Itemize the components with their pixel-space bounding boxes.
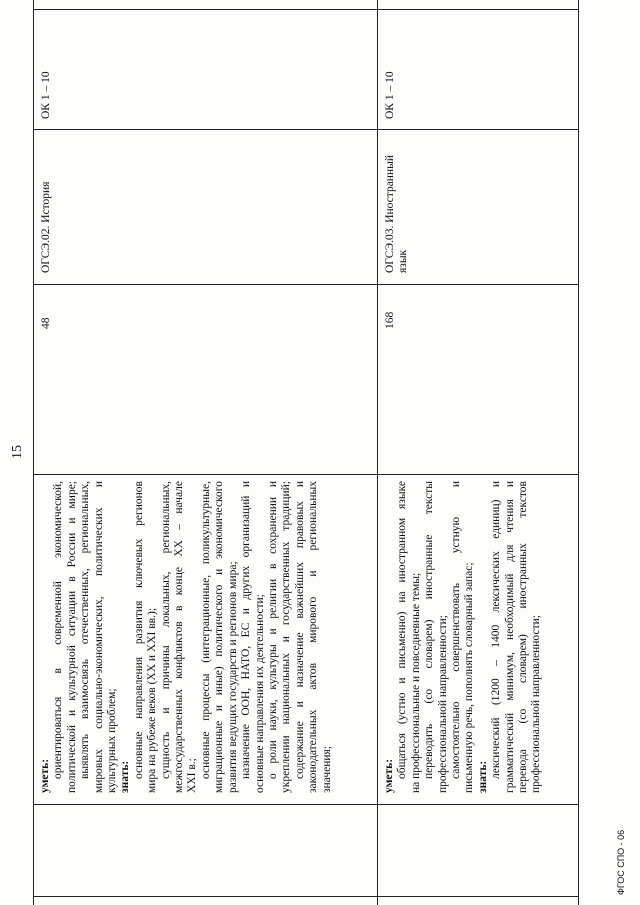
text-line: назначение ООН, НАТО, ЕС и других организаций и: [240, 481, 253, 779]
column-border: [33, 129, 578, 130]
text-line: перевода (со словарем) иностранных текстов: [517, 481, 530, 793]
text-line: письменную речь, пополнять словарный запас;: [463, 562, 476, 793]
text-line: мировых социально-экономических, политических и: [92, 481, 105, 793]
text-line: ориентироваться в современной экономической,: [52, 481, 65, 779]
row-language-hours: 168: [384, 311, 396, 329]
text-line: укреплении национальных и государственных традиций;: [280, 481, 293, 793]
text-line: лексический (1200 – 1400 лексических единиц) и: [490, 481, 503, 779]
section-heading: знать:: [119, 760, 132, 793]
column-border: [33, 284, 578, 285]
column-border: [33, 804, 578, 805]
column-border: [33, 896, 578, 897]
text-line: о роли науки, культуры и религии в сохранении и: [266, 481, 279, 779]
text-line: основные процессы (интеграционные, поликультурные,: [199, 481, 212, 779]
text-line: выявлять взаимосвязь отечественных, региональных,: [79, 481, 92, 779]
row-language-content: [383, 481, 544, 793]
table-border-top: [33, 0, 34, 905]
text-line: миграционные и иные) политического и экономического: [213, 481, 226, 793]
text-line: переводить (со словарем) иностранные тексты: [423, 481, 436, 779]
column-border: [33, 9, 578, 10]
row-separator: [377, 0, 378, 905]
text-line: профессиональной направленности;: [436, 615, 449, 793]
footer-code: ФГОС СПО - 06: [616, 829, 626, 895]
row-language-discipline: ОГСЭ.03. Иностранный язык: [384, 155, 410, 273]
column-border: [33, 474, 578, 475]
section-heading: знать:: [476, 760, 489, 793]
text-line: мира на рубеже веков (XX и XXI вв.);: [146, 607, 159, 793]
text-line: XXI в.;: [186, 758, 199, 793]
text-line: законодательных актов мирового и региональных: [307, 481, 320, 793]
text-line: самостоятельно совершенствовать устную и: [450, 481, 463, 779]
text-line: развития ведущих государств и регионов мира;: [226, 561, 239, 793]
table-border-bottom: [578, 0, 579, 905]
text-line: культурных проблем;: [106, 688, 119, 793]
row-history-discipline: ОГСЭ.02. История: [40, 181, 52, 273]
text-line: основные направления их деятельности;: [253, 594, 266, 793]
text-line: на профессиональные и повседневные темы;: [409, 572, 422, 793]
row-language-competences: ОК 1 – 10: [384, 71, 396, 119]
text-line: общаться (устно и письменно) на иностранном языке: [396, 481, 409, 779]
text-line: содержание и назначение важнейших правовых и: [293, 481, 306, 779]
page-number: 15: [10, 445, 25, 459]
text-line: политической и культурной ситуации в России и мире;: [65, 481, 78, 793]
text-line: профессиональной направленности;: [530, 615, 543, 793]
text-line: межгосударственных конфликтов в конце XX – начале: [173, 481, 186, 793]
text-line: сущность и причины локальных, региональных,: [159, 481, 172, 779]
section-heading: уметь:: [383, 758, 395, 793]
row-history-competences: ОК 1 – 10: [40, 71, 52, 119]
text-line: значения;: [320, 745, 333, 793]
row-history-content: [39, 481, 334, 793]
section-heading: уметь:: [39, 758, 51, 793]
row-history-hours: 48: [40, 317, 52, 329]
text-line: грамматический минимум, необходимый для чтения и: [503, 481, 516, 793]
text-line: основные направления развития ключевых регионов: [132, 481, 145, 779]
